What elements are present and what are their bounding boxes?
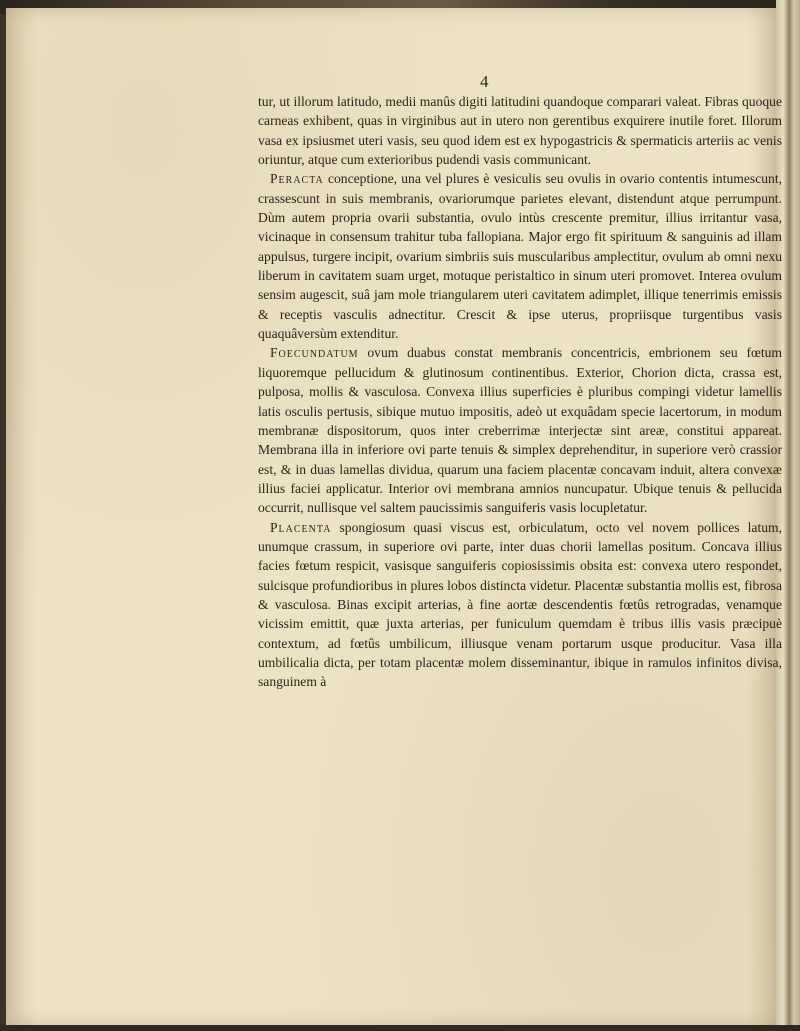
paragraph-text: ovum duabus constat membranis concentricis, embrionem seu fœtum liquoremque pellucidum & glutinosum continentibus. Exterior, Chorion dicta, crassa est, pulposa, mollis & vasculosa. Convexa illius superficies è pluribus compingi videtur lamellis latis osculis pertusis, sibique mutuo impositis, adeò ut exquâdam specie lacertorum, in modum membranæ dispositorum, quos inter creberrimæ interjectæ sint areæ, constitui appareat. Membrana illa in inferiore ovi parte tenuis & simplex deprehenditur, in superiore verò crassior est, & in duas lamellas dividua, quarum una faciem placentæ concavam induit, altera convexæ illius faciei applicatur. Interior ovi membrana amnios nuncupatur. Ubique tenuis & pellucida occurrit, nullisque vel saltem paucissimis sanguiferis vasis locupletatur. (258, 345, 782, 516)
paragraph-foecundatum (258, 343, 782, 517)
paragraph-peracta (258, 169, 782, 343)
paragraph-text: conceptione, una vel plures è vesiculis seu ovulis in ovario contentis intumescunt, crassescunt in suis membranis, ovariorumque parietes elevant, distendunt atque perrumpunt. Dùm autem propria ovarii substantia, ovulo intùs crescente premitur, illius irritantur vasa, vicinaque in consensum trahitur tuba fallopiana. Major ergo fit spirituum & sanguinis ad illam appulsus, turgere incipit, ovarium simbriis suis muscularibus amplectitur, ovulum ab omni nexu liberum in cavitatem suam urget, motuque peristaltico in sinum uteri promovet. Interea ovulum sensim augescit, suâ jam mole triangularem uteri cavitatem adimplet, illique tenerrimis emissis & receptis vasculis adnectitur. Crescit & ipse uterus, propriisque turgentibus vasis quaquâversùm extenditur. (258, 171, 782, 342)
paragraph-lead-word: Foecundatum (270, 345, 359, 361)
paragraph-continuation (258, 92, 782, 169)
page-number: 4 (480, 72, 489, 91)
paragraph-lead-word: Placenta (270, 519, 332, 535)
paragraph-text: tur, ut illorum latitudo, medii manûs digiti latitudini quandoque comparari valeat. Fibras quoque carneas exhibent, quas in virginibus aut in utero non gerentibus exquirere inutile foret. Illorum vasa ex ipsiusmet uteri vasis, seu quod idem est ex hypogastricis & spermaticis arteriis ac venis oriuntur, atque cum exterioribus pudendi vasis communicant. (258, 94, 782, 168)
paragraph-placenta (258, 518, 782, 692)
paragraph-text: spongiosum quasi viscus est, orbiculatum, octo vel novem pollices latum, unumque crassum, in superiore ovi parte, inter duas chorii lamellas positum. Concava illius facies fœtum respicit, vasisque sanguiferis copiosissimis obsita est: convexa utero respondet, sulcisque profundioribus in plures lobos distincta videtur. Placentæ substantia mollis est, fibrosa & vasculosa. Binas excipit arterias, à fine aortæ descendentis fœtûs retrogradas, venamque vicissim emittit, quæ juxta arterias, per funiculum quemdam è tribus illis vasis præcipuè contextum, ad fœtûs umbilicum, illiusque venam portarum usque producitur. Vasa illa umbilicalia dicta, per totam placentæ molem disseminantur, ibique in ramulos infinitos divisa, sanguinem à (258, 519, 782, 690)
body-text (258, 92, 782, 692)
paragraph-lead-word: Peracta (270, 171, 324, 187)
book-bottom-edge (0, 1025, 800, 1031)
